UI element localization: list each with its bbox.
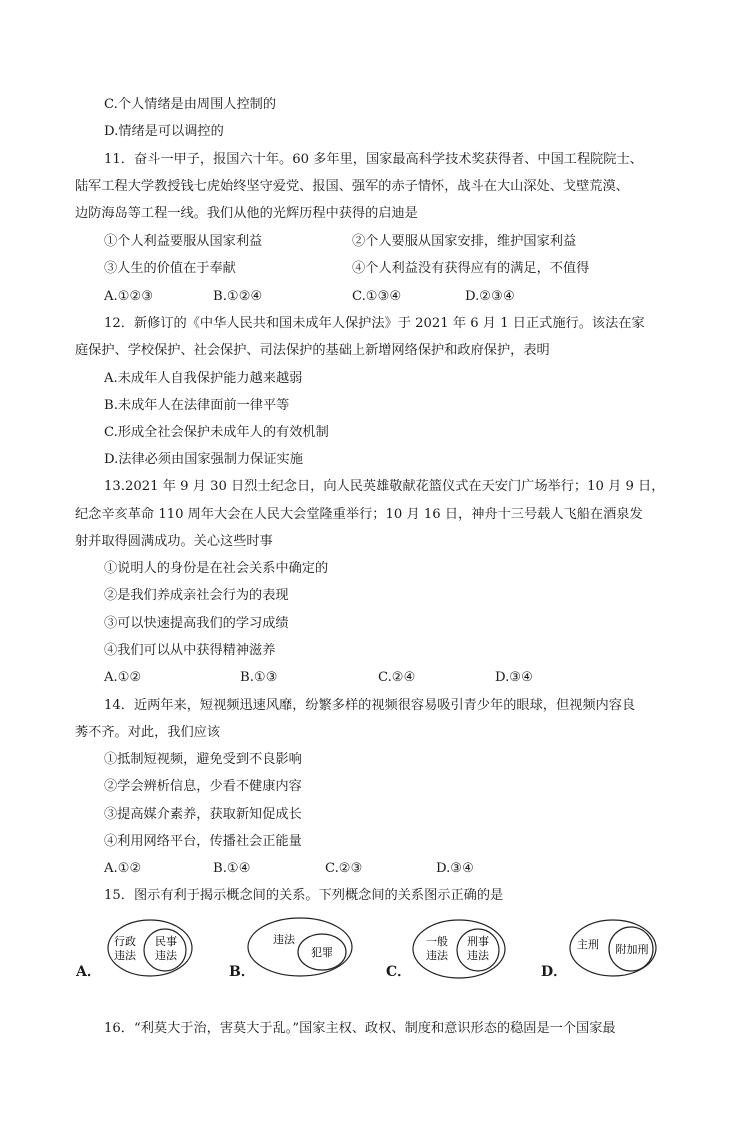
q15-option-a-label: A．	[76, 964, 101, 980]
q14-statement-2: ②学会辨析信息，少看不健康内容	[104, 779, 302, 794]
q13-option-a: A.①②	[104, 670, 142, 685]
q13-stem-line1: 13.2021 年 9 月 30 日烈士纪念日，向人民英雄敬献花篮仪式在天安门广场举行；10 月 9 日，	[104, 479, 665, 494]
diagram-b	[248, 918, 352, 976]
q14-option-a: A.①②	[104, 861, 142, 876]
q15-option-c-label: C．	[386, 964, 412, 980]
diagram-d-inner-text: 附加刑	[615, 943, 649, 956]
q11-statement-1: ①个人利益要服从国家利益	[104, 234, 263, 249]
q12-option-a: A.未成年人自我保护能力越来越弱	[104, 371, 303, 386]
diagram-c-right-1: 刑事	[467, 935, 489, 948]
q12-option-d: D.法律必须由国家强制力保证实施	[104, 452, 303, 467]
q12-option-c: C.形成全社会保护未成年人的有效机制	[104, 425, 329, 440]
q16-stem-line1: 16．“利莫大于治，害莫大于乱。”国家主权、政权、制度和意识形态的稳固是一个国家最	[104, 1021, 616, 1036]
q12-stem-line2: 庭保护、学校保护、社会保护、司法保护的基础上新增网络保护和政府保护，表明	[75, 343, 550, 358]
q14-statement-4: ④利用网络平台，传播社会正能量	[104, 834, 302, 849]
q15-diagrams	[0, 917, 729, 987]
q15-diagram-svg	[0, 917, 729, 987]
diagram-c-left-2: 违法	[426, 949, 448, 962]
diagram-b-outer-ellipse	[248, 918, 352, 976]
q14-stem-line1: 14．近两年来，短视频迅速风靡，纷繁多样的视频很容易吸引青少年的眼球，但视频内容良	[104, 698, 636, 713]
q13-option-b: B.①③	[240, 670, 278, 685]
q14-statement-1: ①抵制短视频，避免受到不良影响	[104, 752, 302, 767]
q13-option-c: C.②④	[378, 670, 416, 685]
q14-option-b: B.①④	[213, 861, 251, 876]
q14-stem-line2: 莠不齐。对此，我们应该	[75, 725, 221, 740]
q13-statement-1: ①说明人的身份是在社会关系中确定的	[104, 561, 329, 576]
prev-option-d: D.情绪是可以调控的	[104, 124, 224, 139]
q13-option-d: D.③④	[495, 670, 533, 685]
q13-statement-4: ④我们可以从中获得精神滋养	[104, 643, 276, 658]
diagram-b-inner-text: 犯罪	[311, 946, 333, 959]
q11-stem-line3: 边防海岛等工程一线。我们从他的光辉历程中获得的启迪是	[75, 206, 418, 221]
q14-statement-3: ③提高媒介素养，获取新知促成长	[104, 807, 302, 822]
q11-stem-line1: 11．奋斗一甲子，报国六十年。60 多年里，国家最高科学技术奖获得者、中国工程院院士、	[104, 152, 643, 167]
diagram-c-left-1: 一般	[426, 935, 448, 948]
q11-option-a: A.①②③	[104, 289, 154, 304]
diagram-d-outer-text: 主刑	[577, 938, 599, 951]
q12-option-b: B.未成年人在法律面前一律平等	[104, 398, 290, 413]
q15-option-d-label: D．	[541, 964, 568, 980]
q11-option-b: B.①②④	[213, 289, 263, 304]
diagram-a-outer-ellipse	[108, 920, 192, 976]
prev-option-c: C.个人情绪是由周围人控制的	[104, 97, 277, 112]
diagram-a	[108, 920, 192, 976]
q13-stem-line3: 射并取得圆满成功。关心这些时事	[75, 534, 273, 549]
q11-statement-2: ②个人要服从国家安排，维护国家利益	[352, 234, 577, 249]
q11-option-c: C.①③④	[352, 289, 402, 304]
diagram-a-left-2: 违法	[114, 949, 136, 962]
diagram-d	[570, 920, 656, 976]
q15-option-b-label: B．	[229, 964, 255, 980]
q13-statement-3: ③可以快速提高我们的学习成绩	[104, 616, 289, 631]
diagram-a-right-2: 违法	[155, 949, 177, 962]
q11-statement-4: ④个人利益没有获得应有的满足，不值得	[352, 261, 590, 276]
q13-stem-line2: 纪念辛亥革命 110 周年大会在人民大会堂隆重举行；10 月 16 日，神舟十三号载人飞船在酒泉发	[75, 507, 643, 522]
diagram-a-right-1: 民事	[155, 935, 177, 948]
q11-stem-line2: 陆军工程大学教授钱七虎始终坚守爱党、报国、强军的赤子情怀，战斗在大山深处、戈壁荒漠、	[75, 179, 629, 194]
q14-option-c: C.②③	[325, 861, 363, 876]
diagram-c-right-2: 违法	[467, 949, 489, 962]
diagram-c	[413, 920, 505, 978]
q11-statement-3: ③人生的价值在于奉献	[104, 261, 236, 276]
q12-stem-line1: 12．新修订的《中华人民共和国未成年人保护法》于 2021 年 6 月 1 日正式施行。该法在家	[104, 316, 645, 331]
diagram-b-outer-text: 违法	[273, 933, 295, 946]
q15-stem-line1: 15．图示有利于揭示概念间的关系。下列概念间的关系图示正确的是	[104, 888, 504, 903]
q13-statement-2: ②是我们养成亲社会行为的表现	[104, 588, 289, 603]
diagram-a-left-1: 行政	[114, 935, 136, 948]
q14-option-d: D.③④	[436, 861, 474, 876]
q11-option-d: D.②③④	[465, 289, 515, 304]
